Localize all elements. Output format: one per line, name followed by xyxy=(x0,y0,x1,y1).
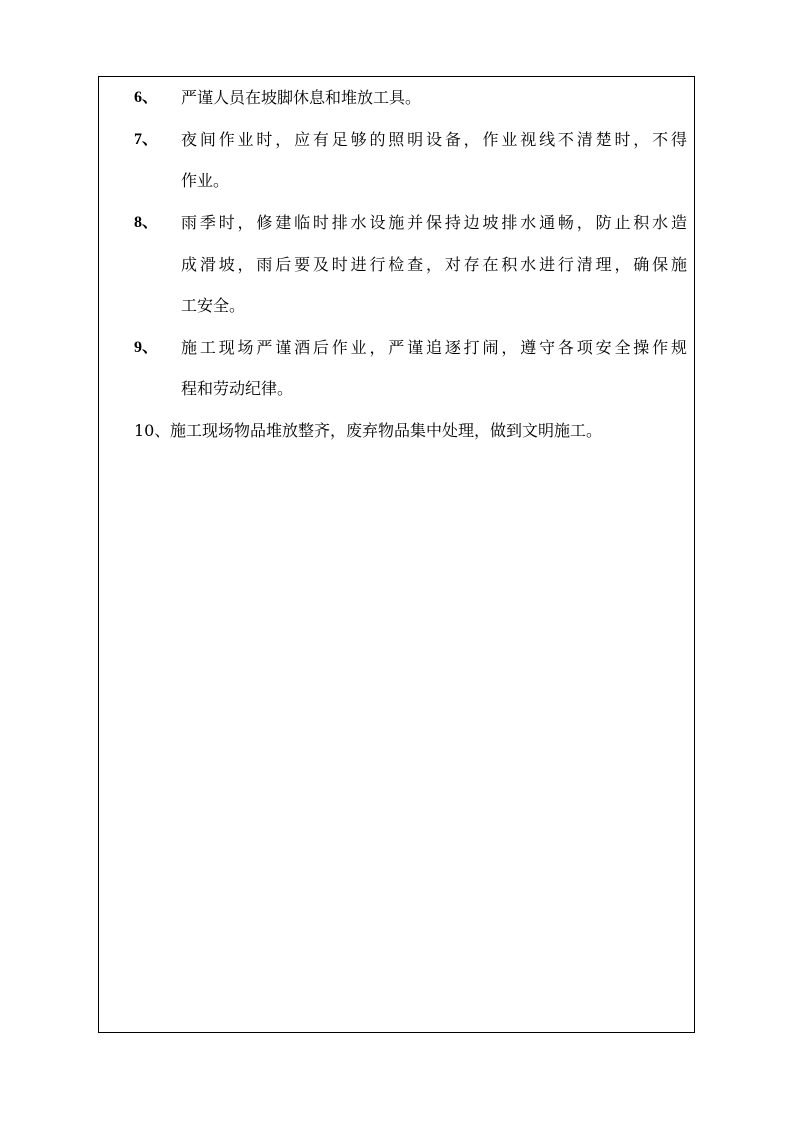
item-8-line-3: 工安全。 xyxy=(181,296,246,315)
item-9-line-1: 施工现场严谨酒后作业，严谨追逐打闹，遵守各项安全操作规 xyxy=(181,338,687,357)
item-9-line-2: 程和劳动纪律。 xyxy=(181,379,294,398)
item-7-line-2: 作业。 xyxy=(181,171,230,190)
item-6-number: 6、 xyxy=(134,89,159,106)
item-9-number: 9、 xyxy=(134,339,159,356)
item-10-line-1: 施工现场物品堆放整齐，废弃物品集中处理，做到文明施工。 xyxy=(170,421,603,440)
item-8-line-2: 成滑坡，雨后要及时进行检查，对存在积水进行清理，确保施 xyxy=(181,255,687,274)
item-7-line-1: 夜间作业时，应有足够的照明设备，作业视线不清楚时，不得 xyxy=(181,130,687,149)
item-8-line-1: 雨季时，修建临时排水设施并保持边坡排水通畅，防止积水造 xyxy=(181,213,687,232)
item-10-number: 10、 xyxy=(134,421,171,440)
item-7-number: 7、 xyxy=(134,131,159,148)
item-8-number: 8、 xyxy=(134,214,159,231)
item-6-line-1: 严谨人员在坡脚休息和堆放工具。 xyxy=(181,88,422,107)
